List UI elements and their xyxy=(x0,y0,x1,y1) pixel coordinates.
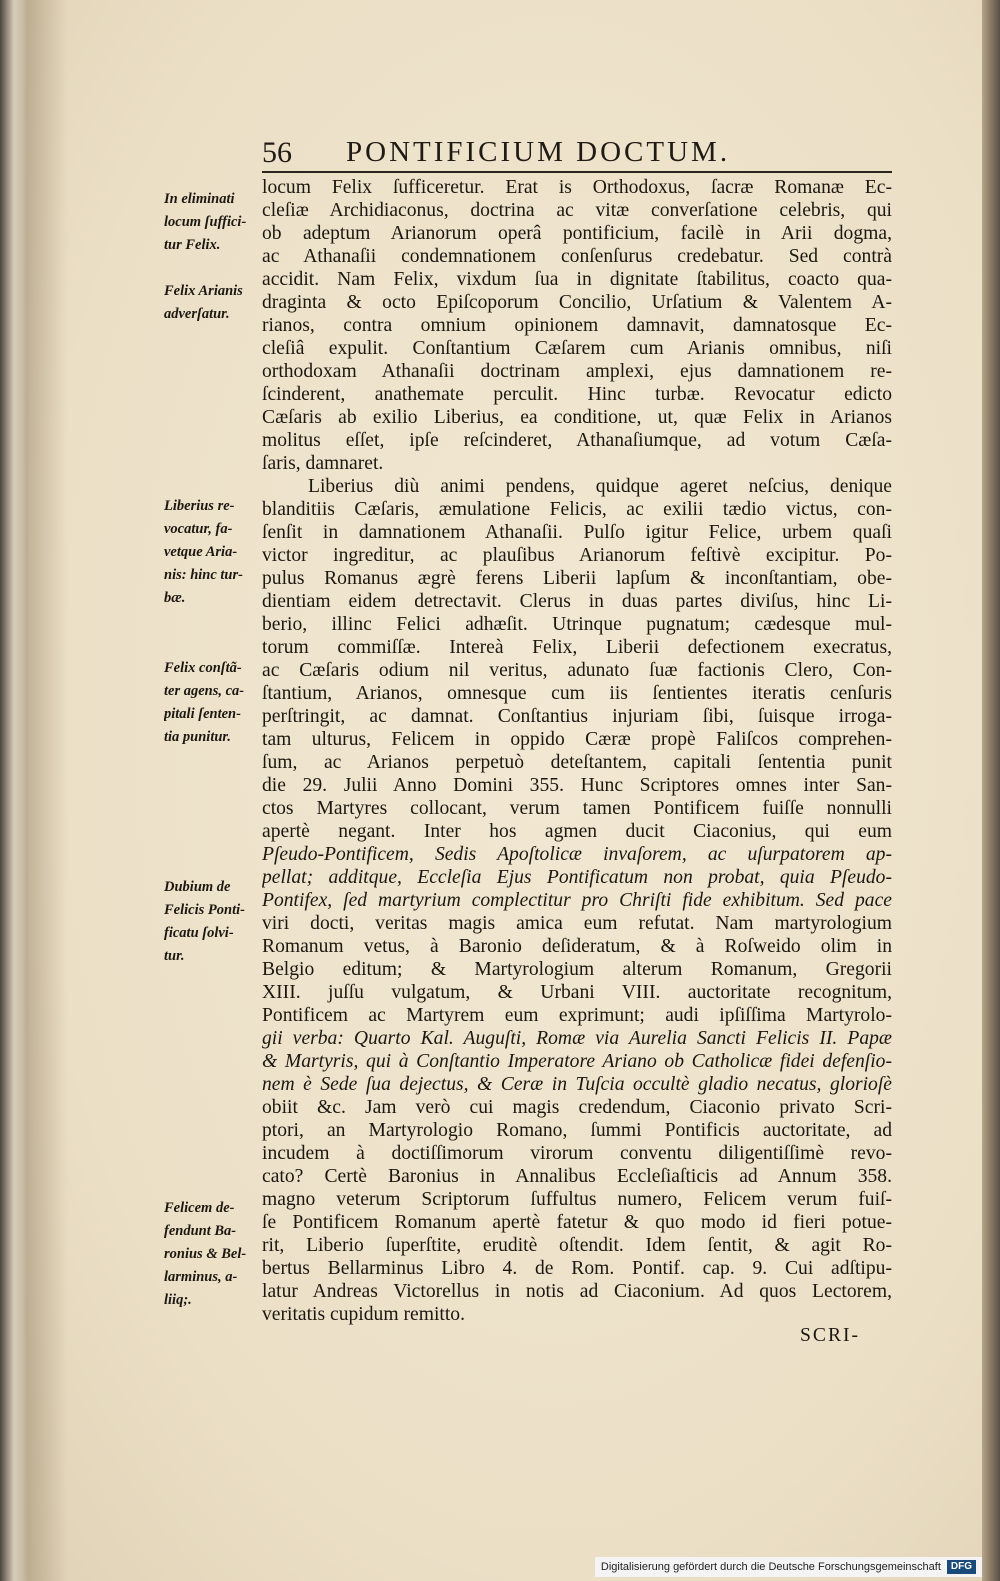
book-left-edge xyxy=(0,0,30,1581)
text-line: ſum, ac Arianos perpetuò deteſtantem, capitali ſententia punit xyxy=(262,752,892,773)
text-line: ptori, an Martyrologio Romano, ſummi Pontificis auctoritate, ad xyxy=(262,1120,892,1141)
marginal-line: Felicem de- xyxy=(164,1200,235,1216)
text-line: Pontificem ac Martyrem eum exprimunt; audi ipſiſſima Martyrolo- xyxy=(262,1005,892,1026)
main-text-block xyxy=(262,176,892,1326)
header-rule xyxy=(262,171,892,173)
page-gutter-shadow xyxy=(28,0,68,1581)
marginal-note xyxy=(164,188,260,257)
text-line: berio, illinc Felici adhæſit. Utrinque pugnatum; cædesque mul- xyxy=(262,614,892,635)
text-line: ſcinderent, anathemate perculit. Hinc turbæ. Revocatur edicto xyxy=(262,384,892,405)
marginal-line: vocatur, fa- xyxy=(164,521,233,537)
dfg-logo: DFG xyxy=(947,1560,976,1574)
text-line: Pontifex, ſed martyrium complectitur pro Chriſti fide exhibitum. Sed pace xyxy=(262,890,892,911)
text-line: gii verba: Quarto Kal. Auguſti, Romæ via Aurelia Sancti Felicis II. Papæ xyxy=(262,1028,892,1049)
marginal-note xyxy=(164,657,260,749)
marginal-line: larminus, a- xyxy=(164,1269,238,1285)
marginal-line: Dubium de xyxy=(164,879,231,895)
text-line: draginta & octo Epiſcoporum Concilio, Urſatium & Valentem A- xyxy=(262,292,892,313)
text-line: nem è Sede ſua dejectus, & Ceræ in Tuſcia occultè gladio necatus, glorioſè xyxy=(262,1074,892,1095)
text-line: Cæſaris ab exilio Liberius, ea conditione, ut, quæ Felix in Arianos xyxy=(262,407,892,428)
text-line: viri docti, veritas magis amica eum refutat. Nam martyrologium xyxy=(262,913,892,934)
marginal-line: fendunt Ba- xyxy=(164,1223,237,1239)
text-line: XIII. juſſu vulgatum, & Urbani VIII. auctoritate recognitum, xyxy=(262,982,892,1003)
text-line: ob adeptum Arianorum operâ pontificium, facilè in Arii dogma, xyxy=(262,223,892,244)
page-header xyxy=(262,132,902,172)
text-line: locum Felix ſufficeretur. Erat is Orthodoxus, ſacræ Romanæ Ec- xyxy=(262,177,892,198)
catchword: SCRI- xyxy=(800,1325,861,1346)
text-line: ſaris, damnaret. xyxy=(262,453,384,474)
marginal-note xyxy=(164,495,260,610)
text-line: Romanum vetus, à Baronio deſideratum, & à Roſweido olim in xyxy=(262,936,892,957)
text-line: accidit. Nam Felix, vixdum ſua in dignitate ſtabilitus, coacto qua- xyxy=(262,269,892,290)
marginal-line: tur. xyxy=(164,948,185,964)
text-line: bertus Bellarminus Libro 4. de Rom. Pontif. cap. 9. Cui adſtipu- xyxy=(262,1258,892,1279)
marginal-line: adverſatur. xyxy=(164,306,230,322)
text-line: perſtringit, ac damnat. Conſtantius injuriam ſibi, ſuisque irroga- xyxy=(262,706,892,727)
marginal-line: Felix Arianis xyxy=(164,283,243,299)
text-line: dientiam eidem detrectavit. Clerus in duas partes diviſus, hinc Li- xyxy=(262,591,892,612)
text-line: tam ulturus, Felicem in oppido Cæræ propè Faliſcos comprehen- xyxy=(262,729,892,750)
marginal-note xyxy=(164,1197,260,1312)
page-number: 56 xyxy=(262,136,292,169)
marginal-line: locum ſuffici- xyxy=(164,214,247,230)
text-line: pulus Romanus ægrè ferens Liberii lapſum & inconſtantiam, obe- xyxy=(262,568,892,589)
text-line: latur Andreas Victorellus in notis ad Ciaconium. Ad quos Lectorem, xyxy=(262,1281,892,1302)
text-line: rit, Liberio ſuperſtite, eruditè oſtendit. Idem ſentit, & agit Ro- xyxy=(262,1235,892,1256)
text-line: rianos, contra omnium opinionem damnavit, damnatosque Ec- xyxy=(262,315,892,336)
marginal-line: bæ. xyxy=(164,590,186,606)
marginal-line: ter agens, ca- xyxy=(164,683,245,699)
text-line: cato? Certè Baronius in Annalibus Eccleſiaſticis ad Annum 358. xyxy=(262,1166,892,1187)
text-line: apertè negant. Inter hos agmen ducit Ciaconius, qui eum xyxy=(262,821,892,842)
text-line: ac Athanaſii condemnationem conſenſurus credebatur. Sed contrà xyxy=(262,246,892,267)
text-line: magno veterum Scriptorum ſuffultus numero, Felicem verum fuiſ- xyxy=(262,1189,892,1210)
marginal-line: tia punitur. xyxy=(164,729,231,745)
text-line: veritatis cupidum remitto. xyxy=(262,1304,465,1325)
text-line: cleſiæ Archidiaconus, doctrina ac vitæ converſatione celebris, qui xyxy=(262,200,892,221)
marginal-line: tur Felix. xyxy=(164,237,221,253)
marginal-line: Felix conſtã- xyxy=(164,660,242,676)
text-line: cleſiâ expulit. Conſtantium Cæſarem cum Arianis omnibus, niſi xyxy=(262,338,892,359)
text-line: ctos Martyres collocant, verum tamen Pontificem fuiſſe nonnulli xyxy=(262,798,892,819)
text-line: obiit &c. Jam verò cui magis credendum, Ciaconio privato Scri- xyxy=(262,1097,892,1118)
marginal-note xyxy=(164,876,260,968)
text-line: molitus eſſet, ipſe reſcinderet, Athanaſiumque, ad votum Cæſa- xyxy=(262,430,892,451)
text-line: ſe Pontificem Romanum apertè fatetur & quo modo id fieri potue- xyxy=(262,1212,892,1233)
text-line: ſenſit in damnationem Athanaſii. Pulſo igitur Felice, urbem quaſi xyxy=(262,522,892,543)
text-line: torum commiſſæ. Intereà Felix, Liberii defectionem execratus, xyxy=(262,637,892,658)
text-line: Belgio editum; & Martyrologium alterum Romanum, Gregorii xyxy=(262,959,892,980)
text-line: incudem à doctiſſimorum virorum conventu diligentiſſimè revo- xyxy=(262,1143,892,1164)
marginal-line: nis: hinc tur- xyxy=(164,567,243,583)
text-line: blanditiis Cæſaris, æmulatione Felicis, ac exilii tædio victus, con- xyxy=(262,499,892,520)
text-line: ſtantium, Arianos, omnesque cum iis ſentientes iteratis cenſuris xyxy=(262,683,892,704)
marginal-line: pitali ſenten- xyxy=(164,706,241,722)
digitization-footer xyxy=(595,1557,982,1577)
marginal-line: vetque Aria- xyxy=(164,544,238,560)
marginal-line: Felicis Ponti- xyxy=(164,902,245,918)
text-line: Pſeudo-Pontificem, Sedis Apoſtolicæ invaſorem, ac uſurpatorem ap- xyxy=(262,844,892,865)
text-line: die 29. Julii Anno Domini 355. Hunc Scriptores omnes inter San- xyxy=(262,775,892,796)
text-line: Liberius diù animi pendens, quidque ageret neſcius, denique xyxy=(308,476,892,497)
marginal-line: ficatu ſolvi- xyxy=(164,925,234,941)
text-line: pellat; additque, Eccleſia Ejus Pontificatum non probat, quia Pſeudo- xyxy=(262,867,892,888)
text-line: victor ingreditur, ac plauſibus Arianorum feſtivè excipitur. Po- xyxy=(262,545,892,566)
marginal-note xyxy=(164,280,260,326)
marginal-line: Liberius re- xyxy=(164,498,235,514)
text-line: & Martyris, qui à Conſtantio Imperatore Ariano ob Catholicæ fidei defenſio- xyxy=(262,1051,892,1072)
running-title: PONTIFICIUM DOCTUM. xyxy=(346,136,731,168)
marginal-line: liiq;. xyxy=(164,1292,192,1308)
book-right-edge xyxy=(982,0,1000,1581)
marginal-line: In eliminati xyxy=(164,191,235,207)
marginal-line: ronius & Bel- xyxy=(164,1246,247,1262)
text-line: orthodoxam Athanaſii doctrinam amplexi, ejus damnationem re- xyxy=(262,361,892,382)
footer-text: Digitalisierung gefördert durch die Deutsche Forschungsgemeinschaft xyxy=(600,1561,941,1573)
text-line: ac Cæſaris odium nil veritus, adunato ſuæ factionis Clero, Con- xyxy=(262,660,892,681)
